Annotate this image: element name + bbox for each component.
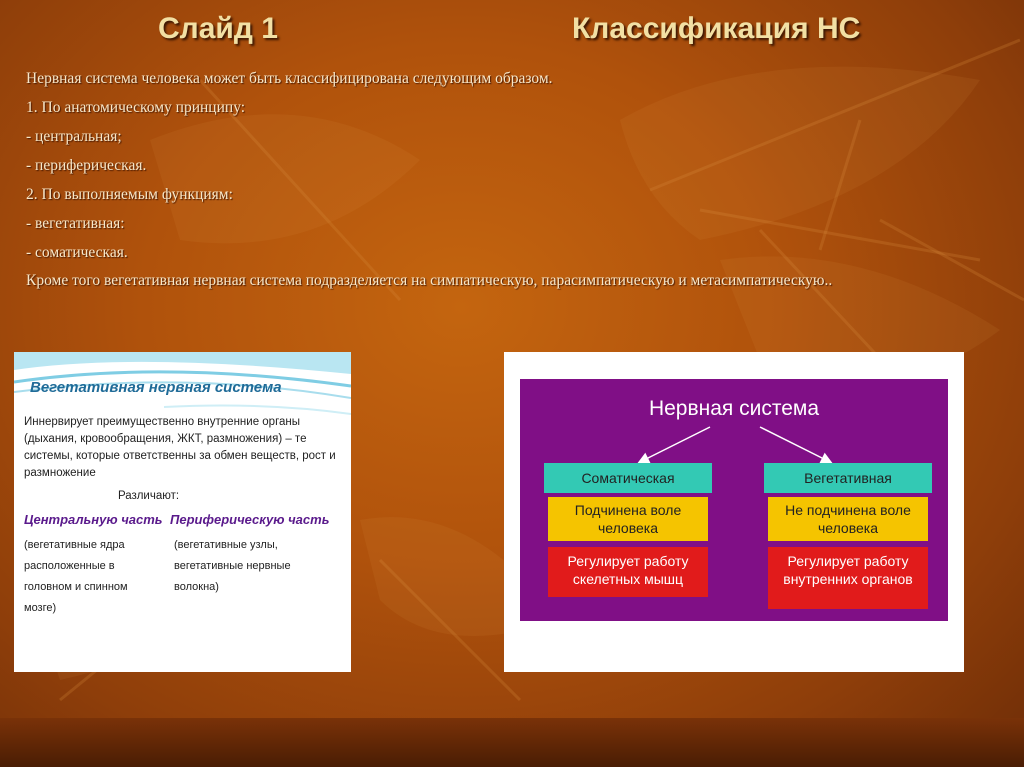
body-line: 2. По выполняемым функциям: <box>26 186 233 203</box>
somatic-header: Соматическая <box>544 463 712 493</box>
body-line: - центральная; <box>26 128 122 145</box>
body-line: - периферическая. <box>26 157 147 174</box>
autonomic-involuntary: Не подчинена воле человека <box>768 497 928 541</box>
central-part-text: (вегетативные ядра расположенные в головном и спинном мозге) <box>24 539 128 614</box>
peripheral-part-title: Периферическую часть <box>170 512 330 527</box>
body-line: 1. По анатомическому принципу: <box>26 99 246 116</box>
autonomic-function: Регулирует работу внутренних органов <box>768 547 928 609</box>
distinguish-label: Различают: <box>118 490 180 502</box>
peripheral-part-text: (вегетативные узлы, вегетативные нервные волокна) <box>174 539 291 593</box>
body-line: - соматическая. <box>26 244 128 261</box>
autonomic-title: Вегетативная нервная система <box>30 379 282 396</box>
body-line: Нервная система человека может быть классифицирована следующим образом. <box>26 70 553 87</box>
body-line: Кроме того вегетативная нервная система подразделяется на симпатическую, парасимпатическую и метасимпатическую.. <box>26 272 833 289</box>
central-part-title: Центральную часть <box>24 512 163 527</box>
nervous-system-diagram <box>504 352 964 672</box>
autonomic-description: Иннервирует преимущественно внутренние органы (дыхания, кровообращения, ЖКТ, размножения) – те системы, которые ответственны за обмен веществ, рост и размножение <box>24 416 336 479</box>
autonomic-system-image <box>14 352 351 672</box>
body-line: - вегетативная: <box>26 215 125 232</box>
diagram-panel <box>520 379 948 621</box>
bottom-band <box>0 718 1024 767</box>
somatic-function: Регулирует работу скелетных мышц <box>548 547 708 597</box>
somatic-voluntary: Подчинена воле человека <box>548 497 708 541</box>
autonomic-header: Вегетативная <box>764 463 932 493</box>
slide-body <box>26 64 926 292</box>
slide-number-title: Слайд 1 <box>158 12 278 45</box>
diagram-title: Нервная система <box>648 397 820 420</box>
slide-title: Классификация НС <box>572 12 861 45</box>
